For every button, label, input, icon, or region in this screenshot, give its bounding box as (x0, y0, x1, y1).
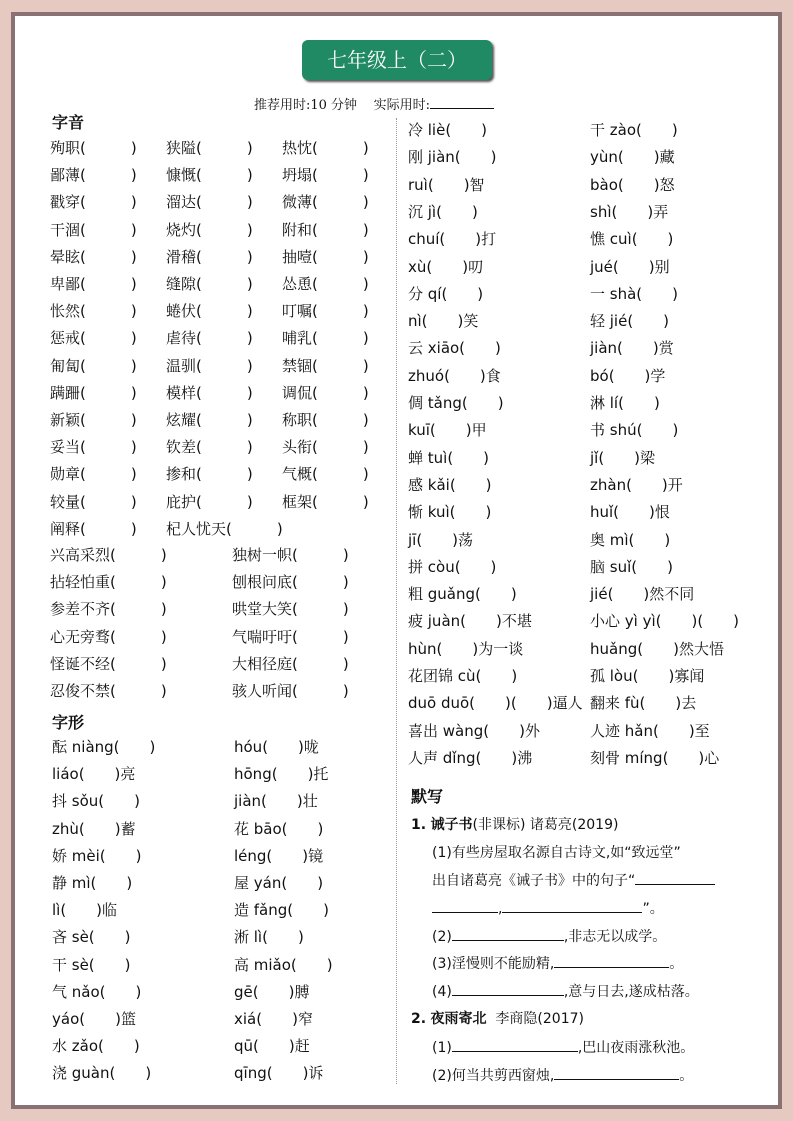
ziyin-item[interactable]: 坍塌( ) (282, 166, 369, 185)
ziyin-item[interactable]: 抽噎( ) (282, 247, 369, 266)
answer-blank[interactable] (452, 1037, 578, 1052)
idiom-item[interactable]: 忍俊不禁( ) (50, 682, 167, 700)
zixing-item[interactable]: zhuó( )食 (408, 366, 501, 385)
zixing-item[interactable]: liáo( )亮 (52, 765, 136, 784)
zixing-item[interactable]: 奥 mì( ) (590, 530, 671, 549)
zixing-item[interactable]: duō duō( )( )逼人 (408, 694, 583, 713)
zixing-item[interactable]: xiá( )窄 (234, 1010, 313, 1028)
section-ziyin: 字音 (52, 113, 85, 132)
zixing-item[interactable]: 小心 yì yì( )( ) (590, 612, 740, 631)
zixing-item[interactable]: 静 mì( ) (52, 874, 133, 892)
question-text: 。 (669, 956, 684, 972)
zixing-item[interactable]: hōng( )托 (234, 765, 329, 784)
zixing-item[interactable]: 淅 lì( ) (234, 928, 304, 947)
zixing-item[interactable]: 水 zǎo( ) (52, 1037, 140, 1056)
ziyin-item[interactable]: 附和( ) (282, 220, 369, 239)
answer-blank[interactable] (635, 870, 715, 885)
ziyin-item[interactable]: 哺乳( ) (282, 329, 369, 348)
ziyin-item[interactable]: 炫耀( ) (166, 411, 253, 429)
zixing-item[interactable]: 高 miǎo( ) (234, 955, 333, 974)
ziyin-item[interactable]: 鄙薄( ) (50, 166, 137, 185)
zixing-item[interactable]: qū( )赶 (234, 1037, 310, 1056)
ziyin-item[interactable]: 卑鄙( ) (50, 275, 137, 293)
zixing-item[interactable]: 惭 kuì( ) (408, 503, 492, 522)
ziyin-item[interactable]: 虐待( ) (166, 329, 253, 348)
page-title: 七年级上（二） (302, 40, 492, 80)
answer-blank[interactable] (554, 1065, 679, 1080)
zixing-item[interactable]: 花团锦 cù( ) (408, 667, 518, 685)
recommended-time: 推荐用时:10 分钟 (254, 98, 358, 113)
zixing-item[interactable]: 娇 mèi( ) (52, 846, 142, 865)
zixing-item[interactable]: 花 bāo( ) (234, 819, 324, 838)
zixing-item[interactable]: 人迹 hǎn( )至 (590, 721, 710, 740)
idiom-item[interactable]: 兴高采烈( ) (50, 546, 167, 564)
zixing-item[interactable]: 抖 sǒu( ) (52, 792, 140, 811)
idiom-item[interactable]: 刨根问底( ) (232, 573, 349, 592)
zixing-item[interactable]: bó( )学 (590, 366, 666, 385)
zixing-item[interactable]: 气 nǎo( ) (52, 982, 142, 1001)
ziyin-item[interactable]: 烧灼( ) (166, 220, 253, 239)
actual-time-label: 实际用时: (373, 98, 430, 113)
zixing-item[interactable]: 刻骨 míng( )心 (590, 748, 720, 767)
idiom-item[interactable]: 独树一帜( ) (232, 546, 349, 564)
ziyin-item[interactable]: 怅然( ) (50, 302, 137, 321)
ziyin-item[interactable]: 模样( ) (166, 383, 253, 402)
section-moxie: 默写 (411, 787, 444, 806)
time-info (254, 94, 494, 113)
question-text: ,巴山夜雨涨秋池。 (577, 1040, 695, 1056)
question-1-2 (432, 926, 666, 947)
zixing-item[interactable]: 感 kǎi( ) (408, 475, 492, 494)
ziyin-item[interactable]: 匍匐( ) (50, 356, 137, 375)
answer-blank[interactable] (452, 981, 564, 996)
zixing-item[interactable]: 人声 dǐng( )沸 (408, 748, 533, 767)
zixing-item[interactable]: 拼 còu( ) (408, 557, 497, 576)
question-text: (4) (432, 984, 452, 1000)
zixing-item[interactable]: 一 shà( ) (590, 284, 678, 303)
zixing-item[interactable]: 屋 yán( ) (234, 874, 324, 892)
ziyin-item[interactable]: 微薄( ) (282, 193, 369, 212)
zixing-item[interactable]: xù( )叨 (408, 257, 484, 276)
question-text: ,意与日去,遂成枯落。 (563, 984, 699, 1000)
zixing-item[interactable]: huǎng( )然大悟 (590, 639, 724, 658)
answer-blank[interactable] (452, 926, 564, 941)
zixing-item[interactable]: zhàn( )开 (590, 475, 683, 494)
zixing-item[interactable]: léng( )镜 (234, 846, 324, 865)
ziyin-item[interactable]: 称职( ) (282, 411, 369, 429)
zixing-item[interactable]: jiàn( )壮 (234, 792, 318, 811)
answer-blank[interactable] (432, 898, 498, 913)
zixing-item[interactable]: 吝 sè( ) (52, 928, 131, 947)
ziyin-item[interactable]: 慷慨( ) (166, 166, 253, 185)
zixing-item[interactable]: huǐ( )恨 (590, 503, 670, 522)
ziyin-item[interactable]: 缝隙( ) (166, 275, 253, 293)
ziyin-item[interactable]: 调侃( ) (282, 383, 369, 402)
ziyin-item[interactable]: 殉职( ) (50, 139, 137, 157)
ziyin-item[interactable]: 框架( ) (282, 492, 369, 511)
zixing-item[interactable]: 蝉 tuì( ) (408, 448, 490, 467)
idiom-item[interactable]: 哄堂大笑( ) (232, 600, 349, 619)
ziyin-item[interactable]: 较量( ) (50, 492, 137, 511)
question-2-2 (432, 1065, 693, 1086)
poem-title: 诫子书 (430, 817, 473, 833)
question-1-1-line2 (432, 870, 715, 891)
ziyin-item[interactable]: 热忱( ) (282, 139, 369, 157)
ziyin-item[interactable]: 蹒跚( ) (50, 383, 137, 402)
ziyin-item[interactable]: 怂恿( ) (282, 275, 369, 293)
ziyin-item[interactable]: 头衔( ) (282, 438, 369, 457)
zixing-item[interactable]: 刚 jiàn( ) (408, 148, 497, 167)
ziyin-item[interactable]: 气概( ) (282, 465, 369, 484)
zixing-item[interactable]: chuí( )打 (408, 230, 497, 249)
question-text: (1) (432, 1040, 452, 1056)
zixing-item[interactable]: jī( )荡 (408, 530, 474, 549)
ziyin-item[interactable]: 阐释( ) (50, 519, 137, 538)
zixing-item[interactable]: hóu( )咙 (234, 738, 319, 756)
idiom-item[interactable]: 心无旁骛( ) (50, 627, 167, 646)
ziyin-item[interactable]: 戳穿( ) (50, 193, 137, 212)
zixing-item[interactable]: nì( )笑 (408, 312, 479, 331)
zixing-item[interactable]: 干 zào( ) (590, 121, 678, 139)
zixing-item[interactable]: shì( )弄 (590, 202, 669, 221)
ziyin-item[interactable]: 干涸( ) (50, 220, 137, 239)
question-2-1 (432, 1037, 694, 1058)
zixing-item[interactable]: jǐ( )梁 (590, 448, 656, 467)
idiom-item[interactable]: 参差不齐( ) (50, 600, 167, 619)
zixing-item[interactable]: 淋 lí( ) (590, 394, 660, 412)
question-1-header (411, 815, 618, 835)
question-text: 。 (679, 1068, 694, 1084)
zixing-item[interactable]: jié( )然不同 (590, 585, 695, 604)
ziyin-item[interactable]: 杞人忧天( ) (166, 519, 283, 538)
zixing-item[interactable]: yáo( )篮 (52, 1010, 136, 1028)
zixing-item[interactable]: 憔 cuì( ) (590, 230, 674, 249)
ziyin-item[interactable]: 温驯( ) (166, 356, 253, 375)
ziyin-item[interactable]: 狭隘( ) (166, 139, 253, 157)
ziyin-item[interactable]: 妥当( ) (50, 438, 137, 457)
idiom-item[interactable]: 拈轻怕重( ) (50, 573, 167, 592)
zixing-item[interactable]: 倜 tǎng( ) (408, 394, 504, 412)
ziyin-item[interactable]: 新颖( ) (50, 411, 137, 429)
zixing-item[interactable]: ruì( )智 (408, 175, 485, 194)
idiom-item[interactable]: 怪诞不经( ) (50, 654, 167, 673)
zixing-item[interactable]: 喜出 wàng( )外 (408, 721, 540, 740)
ziyin-item[interactable]: 庇护( ) (166, 492, 253, 511)
ziyin-item[interactable]: 溜达( ) (166, 193, 253, 212)
question-1-4 (432, 981, 699, 1002)
zixing-item[interactable]: 云 xiāo( ) (408, 339, 501, 358)
zixing-item[interactable]: 干 sè( ) (52, 955, 131, 974)
zixing-item[interactable]: lì( )临 (52, 901, 118, 920)
zixing-item[interactable]: kuī( )甲 (408, 421, 487, 440)
zixing-item[interactable]: 疲 juàn( )不堪 (408, 612, 532, 631)
poem-title: 夜雨寄北 (430, 1011, 487, 1027)
idiom-item[interactable]: 气喘吁吁( ) (232, 627, 349, 646)
zixing-item[interactable]: yùn( )藏 (590, 148, 675, 167)
actual-time-blank[interactable] (430, 96, 494, 109)
question-text: (3)淫慢则不能励精, (432, 956, 555, 972)
zixing-item[interactable]: 冷 liè( ) (408, 121, 488, 139)
ziyin-item[interactable]: 钦差( ) (166, 438, 253, 457)
ziyin-item[interactable]: 蜷伏( ) (166, 302, 253, 321)
section-zixing: 字形 (52, 713, 85, 732)
ziyin-item[interactable]: 惩戒( ) (50, 329, 137, 348)
zixing-item[interactable]: 孤 lòu( )寡闻 (590, 667, 705, 685)
question-text: (2)何当共剪西窗烛, (432, 1068, 555, 1084)
zixing-item[interactable]: 沉 jì( ) (408, 202, 478, 221)
zixing-item[interactable]: jiàn( )赏 (590, 339, 674, 358)
zixing-item[interactable]: 脑 suǐ( ) (590, 557, 673, 576)
zixing-item[interactable]: qīng( )诉 (234, 1064, 324, 1083)
question-1-1-line3: , ”。 (432, 898, 664, 919)
question-1-3 (432, 953, 683, 974)
question-text: (2) (432, 929, 452, 945)
ziyin-item[interactable]: 晕眩( ) (50, 247, 137, 266)
zixing-item[interactable]: 造 fǎng( ) (234, 901, 329, 920)
zixing-item[interactable]: zhù( )蓄 (52, 819, 136, 838)
question-text: ”。 (642, 901, 664, 917)
answer-blank[interactable] (554, 953, 669, 968)
ziyin-item[interactable]: 禁锢( ) (282, 356, 369, 375)
zixing-item[interactable]: bào( )怒 (590, 175, 675, 194)
poem-meta: 李商隐(2017) (495, 1011, 584, 1027)
poem-meta: (非课标) 诸葛亮(2019) (472, 817, 619, 833)
question-number: 2. (411, 1011, 427, 1027)
ziyin-item[interactable]: 掺和( ) (166, 465, 253, 484)
answer-blank[interactable] (502, 898, 642, 913)
idiom-item[interactable]: 骇人听闻( ) (232, 682, 349, 700)
zixing-item[interactable]: 轻 jié( ) (590, 312, 670, 331)
question-text: 出自诸葛亮《诫子书》中的句子“ (432, 873, 636, 889)
idiom-item[interactable]: 大相径庭( ) (232, 654, 349, 673)
zixing-item[interactable]: 书 shú( ) (590, 421, 679, 440)
zixing-item[interactable]: hùn( )为一谈 (408, 639, 524, 658)
zixing-item[interactable]: 分 qí( ) (408, 284, 484, 303)
ziyin-item[interactable]: 滑稽( ) (166, 247, 253, 266)
zixing-item[interactable]: 翻来 fù( )去 (590, 694, 697, 713)
question-1-1-line1: (1)有些房屋取名源自古诗文,如“致远堂” (432, 845, 681, 861)
zixing-item[interactable]: gē( )膊 (234, 982, 310, 1001)
question-number: 1. (411, 817, 427, 833)
zixing-item[interactable]: 粗 guǎng( ) (408, 585, 517, 604)
column-divider (396, 118, 397, 1084)
ziyin-item[interactable]: 叮嘱( ) (282, 302, 369, 321)
zixing-item[interactable]: jué( )别 (590, 257, 670, 276)
zixing-item[interactable]: 酝 niàng( ) (52, 738, 156, 756)
zixing-item[interactable]: 浇 guàn( ) (52, 1064, 152, 1083)
ziyin-item[interactable]: 勋章( ) (50, 465, 137, 484)
question-2-header (411, 1009, 584, 1029)
question-text: ,非志无以成学。 (563, 929, 667, 945)
